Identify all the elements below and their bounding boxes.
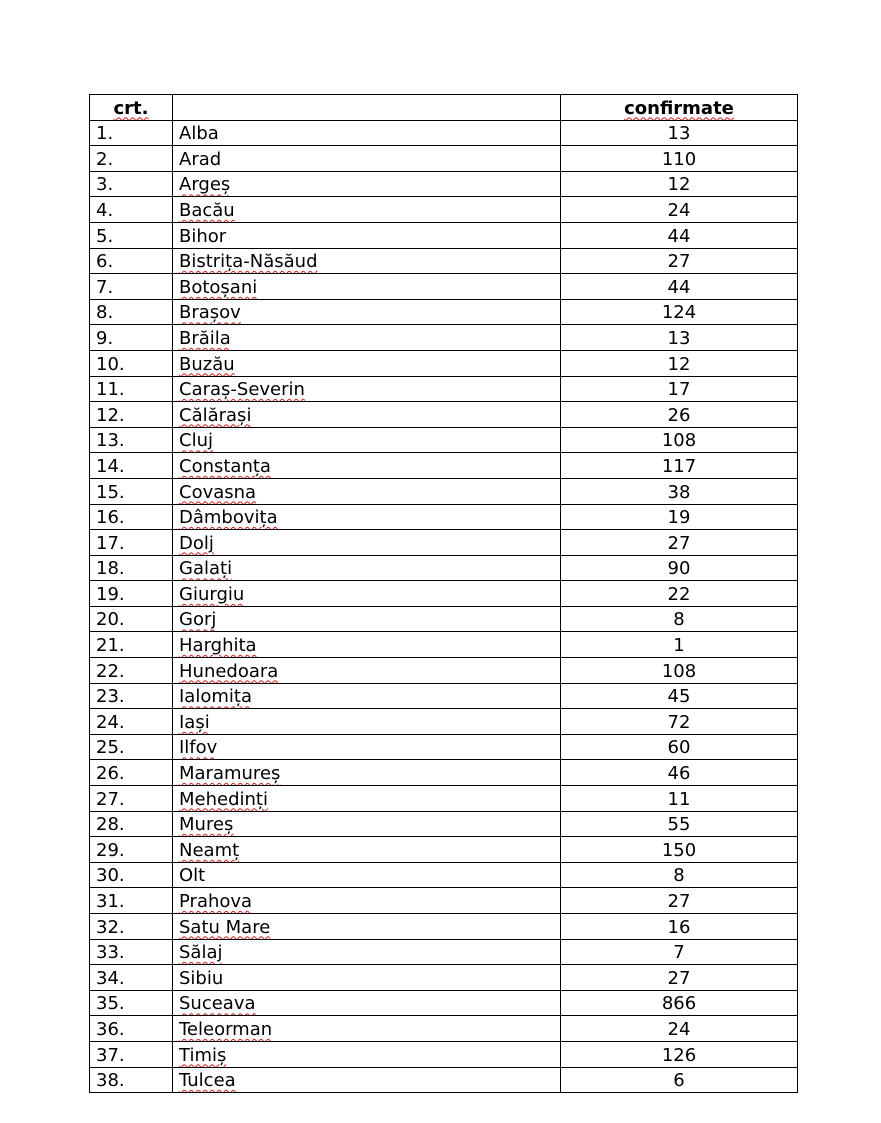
row-number: 23. [90,683,173,709]
row-number: 33. [90,939,173,965]
county-name: Satu Mare [179,916,271,938]
county-name-cell [173,786,561,812]
confirmed-count: 72 [561,709,798,735]
table-row [90,632,798,658]
header-judet [173,95,561,121]
county-name: Constanța [179,455,271,477]
table-row [90,197,798,223]
county-name-cell [173,965,561,991]
confirmed-count: 60 [561,734,798,760]
row-number: 10. [90,350,173,376]
table-row [90,965,798,991]
table-row [90,837,798,863]
table-row [90,222,798,248]
row-number: 22. [90,658,173,684]
row-number: 25. [90,734,173,760]
county-name: Dâmbovița [179,507,278,529]
county-cases-table [89,94,798,1093]
confirmed-count: 27 [561,248,798,274]
confirmed-count: 8 [561,862,798,888]
county-name-cell [173,914,561,940]
confirmed-count: 110 [561,146,798,172]
county-name-cell [173,632,561,658]
confirmed-count: 7 [561,939,798,965]
table-row [90,734,798,760]
county-name-cell [173,888,561,914]
confirmed-count: 13 [561,325,798,351]
confirmed-count: 19 [561,504,798,530]
row-number: 21. [90,632,173,658]
row-number: 11. [90,376,173,402]
table-row [90,120,798,146]
county-name: Suceava [179,993,256,1015]
county-name: Bihor [179,225,227,247]
table-row [90,274,798,300]
confirmed-count: 124 [561,299,798,325]
county-name-cell [173,555,561,581]
row-number: 38. [90,1067,173,1093]
table-row [90,171,798,197]
county-name: Neamț [179,839,240,861]
confirmed-count: 16 [561,914,798,940]
county-name-cell [173,402,561,428]
confirmed-count: 108 [561,658,798,684]
table-row [90,990,798,1016]
table-row [90,325,798,351]
confirmed-count: 11 [561,786,798,812]
row-number: 20. [90,606,173,632]
confirmed-count: 55 [561,811,798,837]
county-name: Mureș [179,814,234,836]
table-row [90,786,798,812]
confirmed-count: 27 [561,888,798,914]
header-row [90,95,798,121]
confirmed-count: 90 [561,555,798,581]
table-row [90,811,798,837]
confirmed-count: 45 [561,683,798,709]
row-number: 15. [90,478,173,504]
table-row [90,1067,798,1093]
table-row [90,658,798,684]
header-crt [90,95,173,121]
header-crt-label: crt. [113,97,149,119]
confirmed-count: 150 [561,837,798,863]
confirmed-count: 866 [561,990,798,1016]
county-name: Argeș [179,174,231,196]
row-number: 26. [90,760,173,786]
confirmed-count: 1 [561,632,798,658]
county-name: Harghita [179,635,257,657]
county-name: Timiș [179,1044,227,1066]
county-name: Tulcea [179,1070,236,1092]
county-name-cell [173,325,561,351]
table-row [90,581,798,607]
county-name: Iași [179,711,210,733]
table-row [90,862,798,888]
table-row [90,709,798,735]
confirmed-count: 13 [561,120,798,146]
confirmed-count: 12 [561,350,798,376]
row-number: 5. [90,222,173,248]
row-number: 4. [90,197,173,223]
confirmed-count: 27 [561,530,798,556]
county-name-cell [173,990,561,1016]
confirmed-count: 8 [561,606,798,632]
confirmed-count: 108 [561,427,798,453]
row-number: 12. [90,402,173,428]
county-name: Bistrița-Năsăud [179,251,318,273]
row-number: 2. [90,146,173,172]
row-number: 3. [90,171,173,197]
county-name: Mehedinți [179,788,268,810]
confirmed-count: 44 [561,222,798,248]
county-name-cell [173,837,561,863]
confirmed-count: 26 [561,402,798,428]
row-number: 17. [90,530,173,556]
table-row [90,914,798,940]
confirmed-count: 17 [561,376,798,402]
county-name-cell [173,1041,561,1067]
county-name-cell [173,581,561,607]
county-name: Buzău [179,353,235,375]
county-name: Sălaj [179,942,223,964]
county-name-cell [173,606,561,632]
confirmed-count: 38 [561,478,798,504]
county-name-cell [173,171,561,197]
row-number: 27. [90,786,173,812]
header-confirmate [561,95,798,121]
county-name: Alba [179,123,219,145]
table-row [90,146,798,172]
row-number: 28. [90,811,173,837]
table-row [90,1016,798,1042]
county-name: Botoșani [179,276,258,298]
row-number: 6. [90,248,173,274]
row-number: 29. [90,837,173,863]
confirmed-count: 6 [561,1067,798,1093]
row-number: 9. [90,325,173,351]
county-name: Arad [179,148,222,170]
county-name-cell [173,1016,561,1042]
table-row [90,350,798,376]
row-number: 16. [90,504,173,530]
table-row [90,427,798,453]
confirmed-count: 46 [561,760,798,786]
confirmed-count: 126 [561,1041,798,1067]
county-name-cell [173,504,561,530]
county-name: Cluj [179,430,213,452]
county-name-cell [173,734,561,760]
county-name: Caraș-Severin [179,379,305,401]
county-name: Maramureș [179,763,281,785]
confirmed-count: 12 [561,171,798,197]
county-name-cell [173,427,561,453]
county-name-cell [173,1067,561,1093]
table-row [90,939,798,965]
county-name: Ialomița [179,686,252,708]
county-name-cell [173,350,561,376]
table-row [90,248,798,274]
table-row [90,299,798,325]
county-name-cell [173,658,561,684]
county-name-cell [173,197,561,223]
county-name-cell [173,376,561,402]
table-body [90,120,798,1093]
row-number: 32. [90,914,173,940]
table-row [90,760,798,786]
county-name: Giurgiu [179,583,245,605]
table-row [90,1041,798,1067]
county-name: Sibiu [179,967,224,989]
county-name: Dolj [179,532,214,554]
row-number: 35. [90,990,173,1016]
row-number: 7. [90,274,173,300]
confirmed-count: 44 [561,274,798,300]
table-row [90,888,798,914]
county-name: Prahova [179,891,253,912]
table-row [90,504,798,530]
table-row [90,530,798,556]
county-name-cell [173,760,561,786]
row-number: 18. [90,555,173,581]
row-number: 13. [90,427,173,453]
confirmed-count: 27 [561,965,798,991]
county-name-cell [173,862,561,888]
county-name-cell [173,222,561,248]
county-name-cell [173,299,561,325]
row-number: 36. [90,1016,173,1042]
header-confirmate-label: confirmate [624,97,734,119]
county-name: Călărași [179,404,252,426]
county-name: Olt [179,865,206,887]
row-number: 31. [90,888,173,914]
county-name-cell [173,120,561,146]
confirmed-count: 22 [561,581,798,607]
table-row [90,453,798,479]
county-name-cell [173,453,561,479]
county-name: Hunedoara [179,660,279,682]
county-name: Ilfov [179,737,218,759]
table-row [90,683,798,709]
county-name-cell [173,478,561,504]
county-name-cell [173,530,561,556]
county-name: Covasna [179,481,257,503]
county-name-cell [173,939,561,965]
row-number: 37. [90,1041,173,1067]
row-number: 34. [90,965,173,991]
row-number: 30. [90,862,173,888]
confirmed-count: 24 [561,1016,798,1042]
table-row [90,555,798,581]
confirmed-count: 24 [561,197,798,223]
table-row [90,478,798,504]
county-name: Teleorman [179,1018,273,1040]
county-name: Gorj [179,609,217,631]
row-number: 14. [90,453,173,479]
row-number: 8. [90,299,173,325]
county-name-cell [173,709,561,735]
county-name: Bacău [179,199,235,221]
county-name: Brașov [179,302,241,324]
row-number: 19. [90,581,173,607]
county-name-cell [173,683,561,709]
county-name: Galați [179,558,233,580]
row-number: 1. [90,120,173,146]
county-name-cell [173,811,561,837]
table-row [90,376,798,402]
county-name-cell [173,274,561,300]
table-row [90,606,798,632]
row-number: 24. [90,709,173,735]
confirmed-count: 117 [561,453,798,479]
county-name-cell [173,146,561,172]
county-name: Brăila [179,327,231,349]
table-row [90,402,798,428]
county-name-cell [173,248,561,274]
